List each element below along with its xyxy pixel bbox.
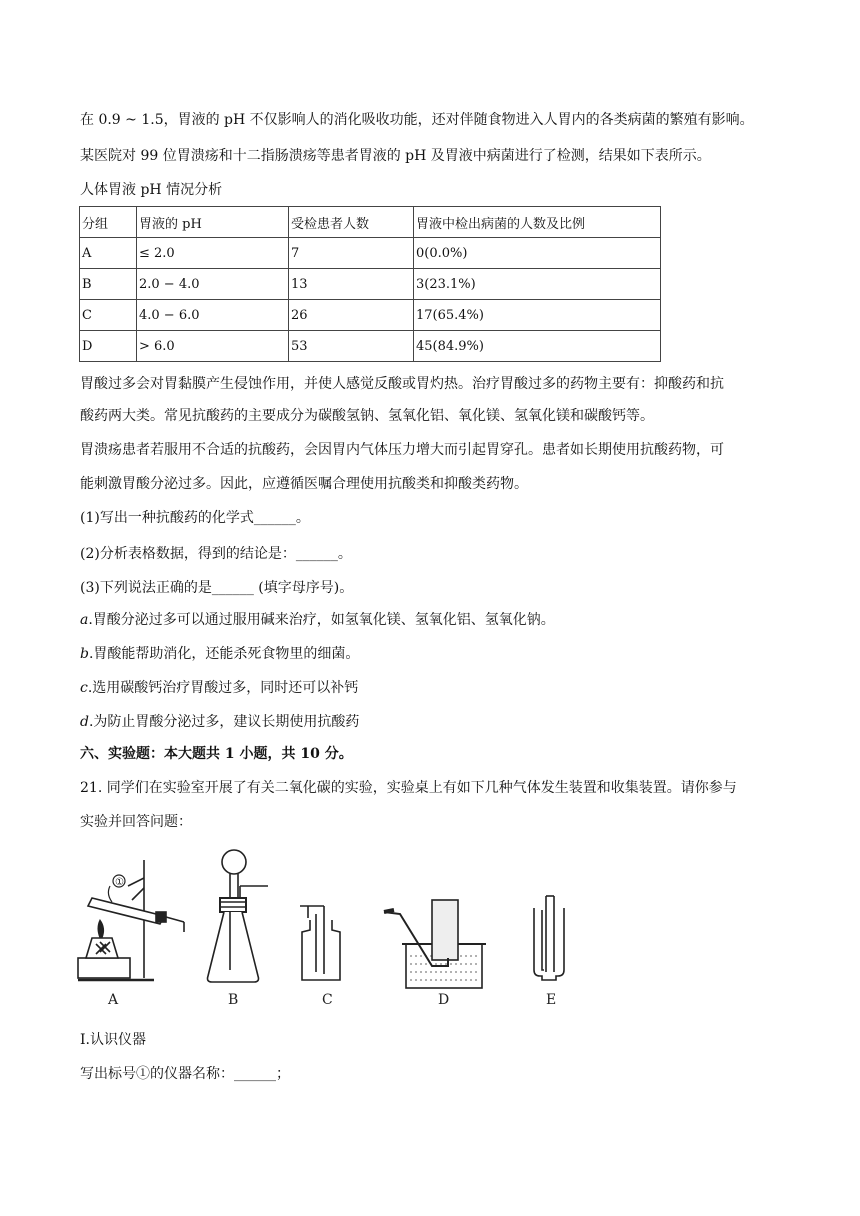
table-header-cell: 受检患者人数 (289, 207, 414, 238)
table-cell: 26 (289, 300, 414, 331)
intro-line-2: 某医院对 99 位胃溃疡和十二指肠溃疡等患者胃液的 pH 及胃液中病菌进行了检测，结果如下表所示。 (80, 148, 711, 164)
question-2: (2)分析表格数据，得到的结论是：______。 (80, 546, 352, 562)
apparatus-b (208, 850, 269, 1008)
table-cell: C (80, 300, 137, 331)
figure-label-e: E (546, 992, 557, 1008)
table-cell: D (80, 331, 137, 362)
option-text: .选用碳酸钙治疗胃酸过多，同时还可以补钙 (87, 680, 359, 696)
ph-table (79, 206, 661, 362)
option-d (80, 712, 359, 732)
table-row (80, 238, 661, 269)
table-cell: 2.0 − 4.0 (137, 269, 289, 300)
section-heading: 六、实验题：本大题共 1 小题，共 10 分。 (80, 746, 353, 762)
option-letter: b (80, 646, 89, 662)
apparatus-a (78, 860, 184, 1008)
table-row (80, 331, 661, 362)
option-letter: a (80, 612, 89, 628)
figure-label-d: D (438, 992, 450, 1008)
table-cell: 45(84.9%) (414, 331, 661, 362)
table-caption: 人体胃液 pH 情况分析 (80, 182, 223, 198)
marker-1: ① (115, 877, 124, 888)
figure-label-b: B (228, 992, 239, 1008)
table-cell: 3(23.1%) (414, 269, 661, 300)
q21-line-1: 21. 同学们在实验室开展了有关二氧化碳的实验，实验桌上有如下几种气体发生装置和收集装置。请你参与 (80, 780, 737, 796)
option-letter: d (80, 714, 89, 730)
para1-line-1: 胃酸过多会对胃黏膜产生侵蚀作用，并使人感觉反酸或胃灼热。治疗胃酸过多的药物主要有：抑酸药和抗 (80, 376, 724, 392)
table-row (80, 269, 661, 300)
option-c (80, 678, 358, 698)
table-cell: 13 (289, 269, 414, 300)
table-cell: 4.0 − 6.0 (137, 300, 289, 331)
part1-question: 写出标号①的仪器名称：______； (80, 1066, 290, 1082)
para1-line-2: 酸药两大类。常见抗酸药的主要成分为碳酸氢钠、氢氧化铝、氧化镁、氢氧化镁和碳酸钙等。 (80, 408, 654, 424)
table-row (80, 300, 661, 331)
table-cell: 7 (289, 238, 414, 269)
table-cell: > 6.0 (137, 331, 289, 362)
table-cell: 53 (289, 331, 414, 362)
option-text: .胃酸分泌过多可以通过服用碱来治疗，如氢氧化镁、氢氧化铝、氢氧化钠。 (88, 612, 555, 628)
apparatus-figure (72, 840, 592, 1015)
table-header-cell: 胃液的 pH (137, 207, 289, 238)
option-a (80, 610, 555, 630)
figure-label-c: C (322, 992, 333, 1008)
table-cell: B (80, 269, 137, 300)
table-cell: A (80, 238, 137, 269)
apparatus-d (384, 900, 486, 1008)
figure-label-a: A (108, 992, 119, 1008)
question-1: (1)写出一种抗酸药的化学式______。 (80, 510, 310, 526)
apparatus-c (300, 906, 340, 1008)
option-text: .胃酸能帮助消化，还能杀死食物里的细菌。 (88, 646, 360, 662)
table-header-cell: 分组 (80, 207, 137, 238)
part1-title: Ⅰ.认识仪器 (80, 1032, 146, 1048)
table-cell: 17(65.4%) (414, 300, 661, 331)
table-cell: 0(0.0%) (414, 238, 661, 269)
apparatus-e (534, 896, 564, 1008)
table-header-row (80, 207, 661, 238)
q21-line-2: 实验并回答问题： (80, 814, 192, 830)
option-letter: c (80, 680, 88, 696)
option-text: .为防止胃酸分泌过多，建议长期使用抗酸药 (88, 714, 360, 730)
option-b (80, 644, 359, 664)
intro-line-1: 在 0.9 ~ 1.5，胃液的 pH 不仅影响人的消化吸收功能，还对伴随食物进入人胃内的各类病菌的繁殖有影响。 (80, 112, 754, 128)
table-cell: ≤ 2.0 (137, 238, 289, 269)
table-header-cell: 胃液中检出病菌的人数及比例 (414, 207, 661, 238)
question-3: (3)下列说法正确的是______ (填字母序号)。 (80, 580, 354, 596)
para2-line-1: 胃溃疡患者若服用不合适的抗酸药，会因胃内气体压力增大而引起胃穿孔。患者如长期使用抗酸药物，可 (80, 442, 724, 458)
para2-line-2: 能刺激胃酸分泌过多。因此，应遵循医嘱合理使用抗酸类和抑酸类药物。 (80, 476, 528, 492)
